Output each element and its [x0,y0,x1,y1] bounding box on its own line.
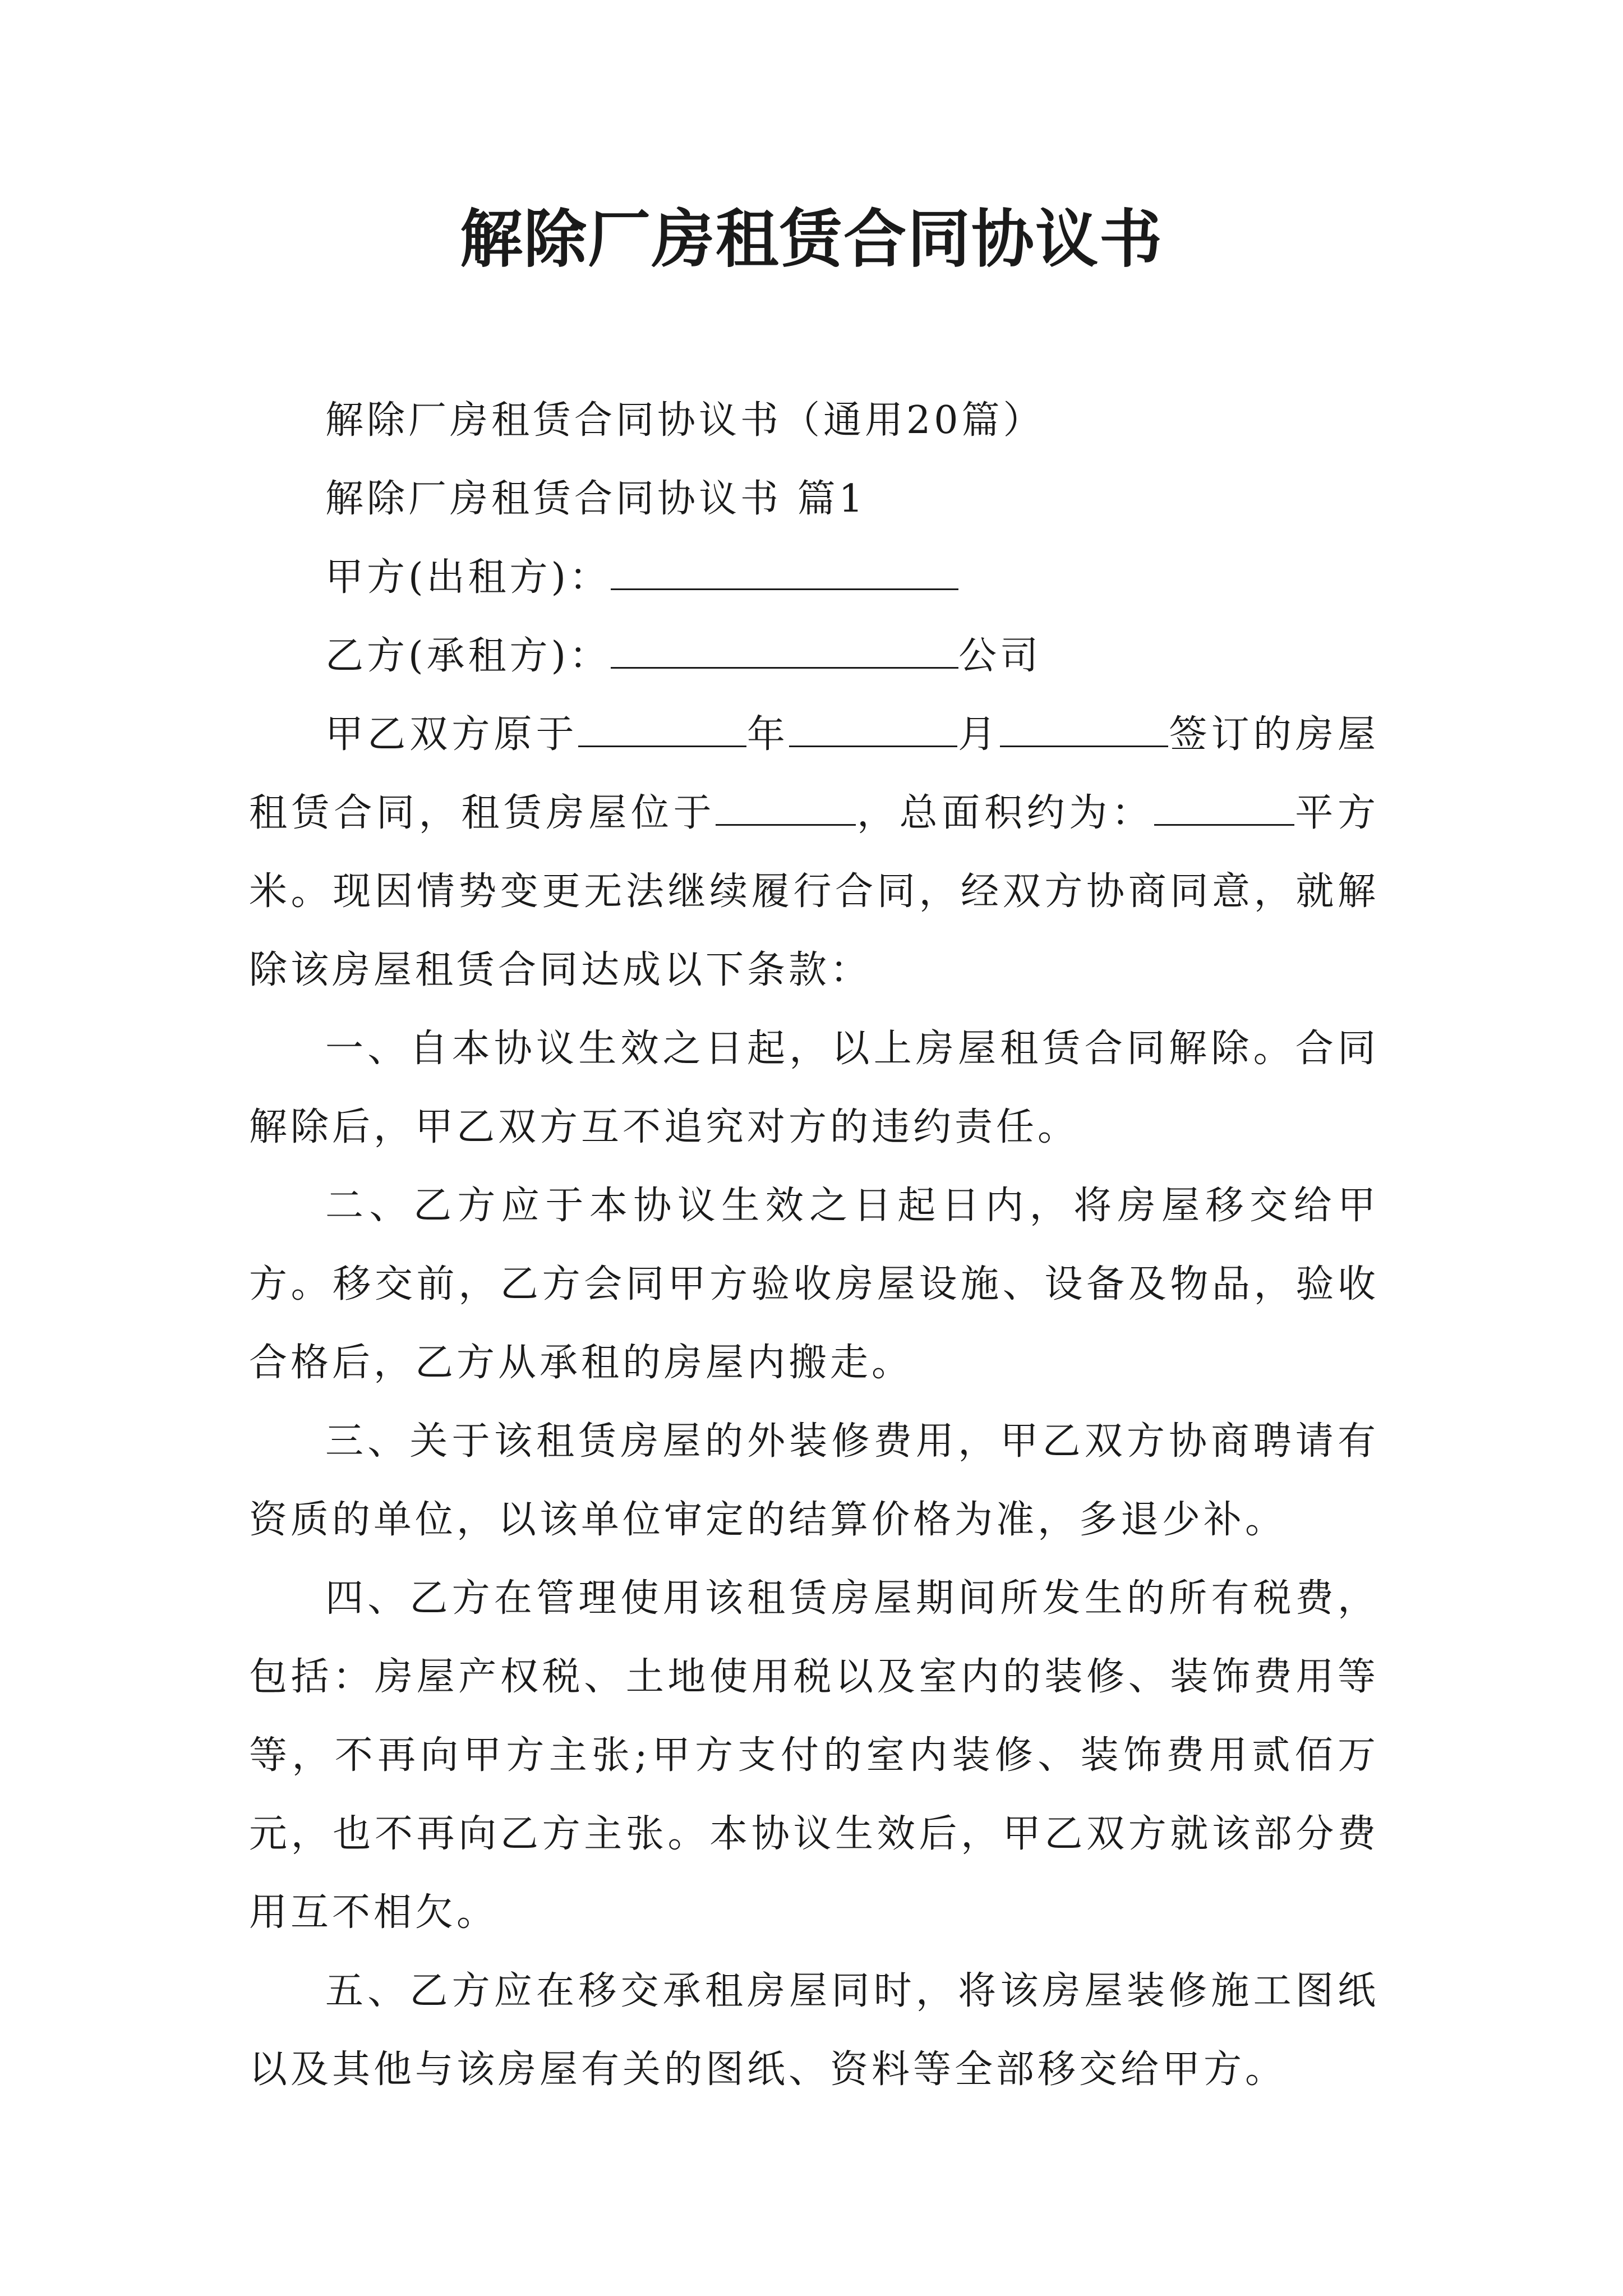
section-heading: 解除厂房租赁合同协议书 篇1 [325,477,866,521]
intro-part3: ，总面积约为： [856,791,1154,835]
clause-5: 五、乙方应在移交承租房屋同时，将该房屋装修施工图纸以及其他与该房屋有关的图纸、资料等全部移交给甲方。 [249,1969,1379,2092]
party-a-label: 甲方(出租方)： [325,555,611,600]
document-body [249,381,1379,2109]
intro-part2: 签订的房屋租赁合同，租赁房屋位于 [249,712,1379,835]
clause-4: 四、乙方在管理使用该租赁房屋期间所发生的所有税费，包括：房屋产权税、土地使用税以及室内的装修、装饰费用等等，不再向甲方主张;甲方支付的室内装修、装饰费用贰佰万元，也不再向乙方主张。本协议生效后，甲乙双方就该部分费用互不相欠。 [249,1576,1379,1935]
intro-part1: 甲乙双方原于 [325,712,578,757]
party-b-blank [611,633,958,669]
party-b-suffix: 公司 [958,634,1042,678]
day-blank [1000,711,1168,747]
party-a-line [249,539,1379,617]
party-b-label: 乙方(承租方)： [325,634,611,678]
intro-year: 年 [746,712,790,757]
intro-month: 月 [957,712,1000,757]
clause-3: 三、关于该租赁房屋的外装修费用，甲乙双方协商聘请有资质的单位，以该单位审定的结算价格为准，多退少补。 [249,1419,1379,1542]
area-blank [1154,790,1294,826]
clause-2: 二、乙方应于本协议生效之日起日内，将房屋移交给甲方。移交前，乙方会同甲方验收房屋设施、设备及物品，验收合格后，乙方从承租的房屋内搬走。 [249,1184,1379,1385]
document-title: 解除厂房租赁合同协议书 [460,203,1163,276]
year-blank [578,711,746,747]
clause-1: 一、自本协议生效之日起，以上房屋租赁合同解除。合同解除后，甲乙双方互不追究对方的违约责任。 [249,1027,1379,1149]
subtitle: 解除厂房租赁合同协议书（通用20篇） [325,398,1045,443]
party-a-blank [611,554,958,590]
location-blank [716,790,856,826]
month-blank [789,711,957,747]
party-b-line [249,617,1379,696]
intro-part4: 平方米。现因情势变更无法继续履行合同，经双方协商同意，就解除该房屋租赁合同达成以下条款： [249,791,1379,992]
intro-paragraph [249,696,1379,1010]
